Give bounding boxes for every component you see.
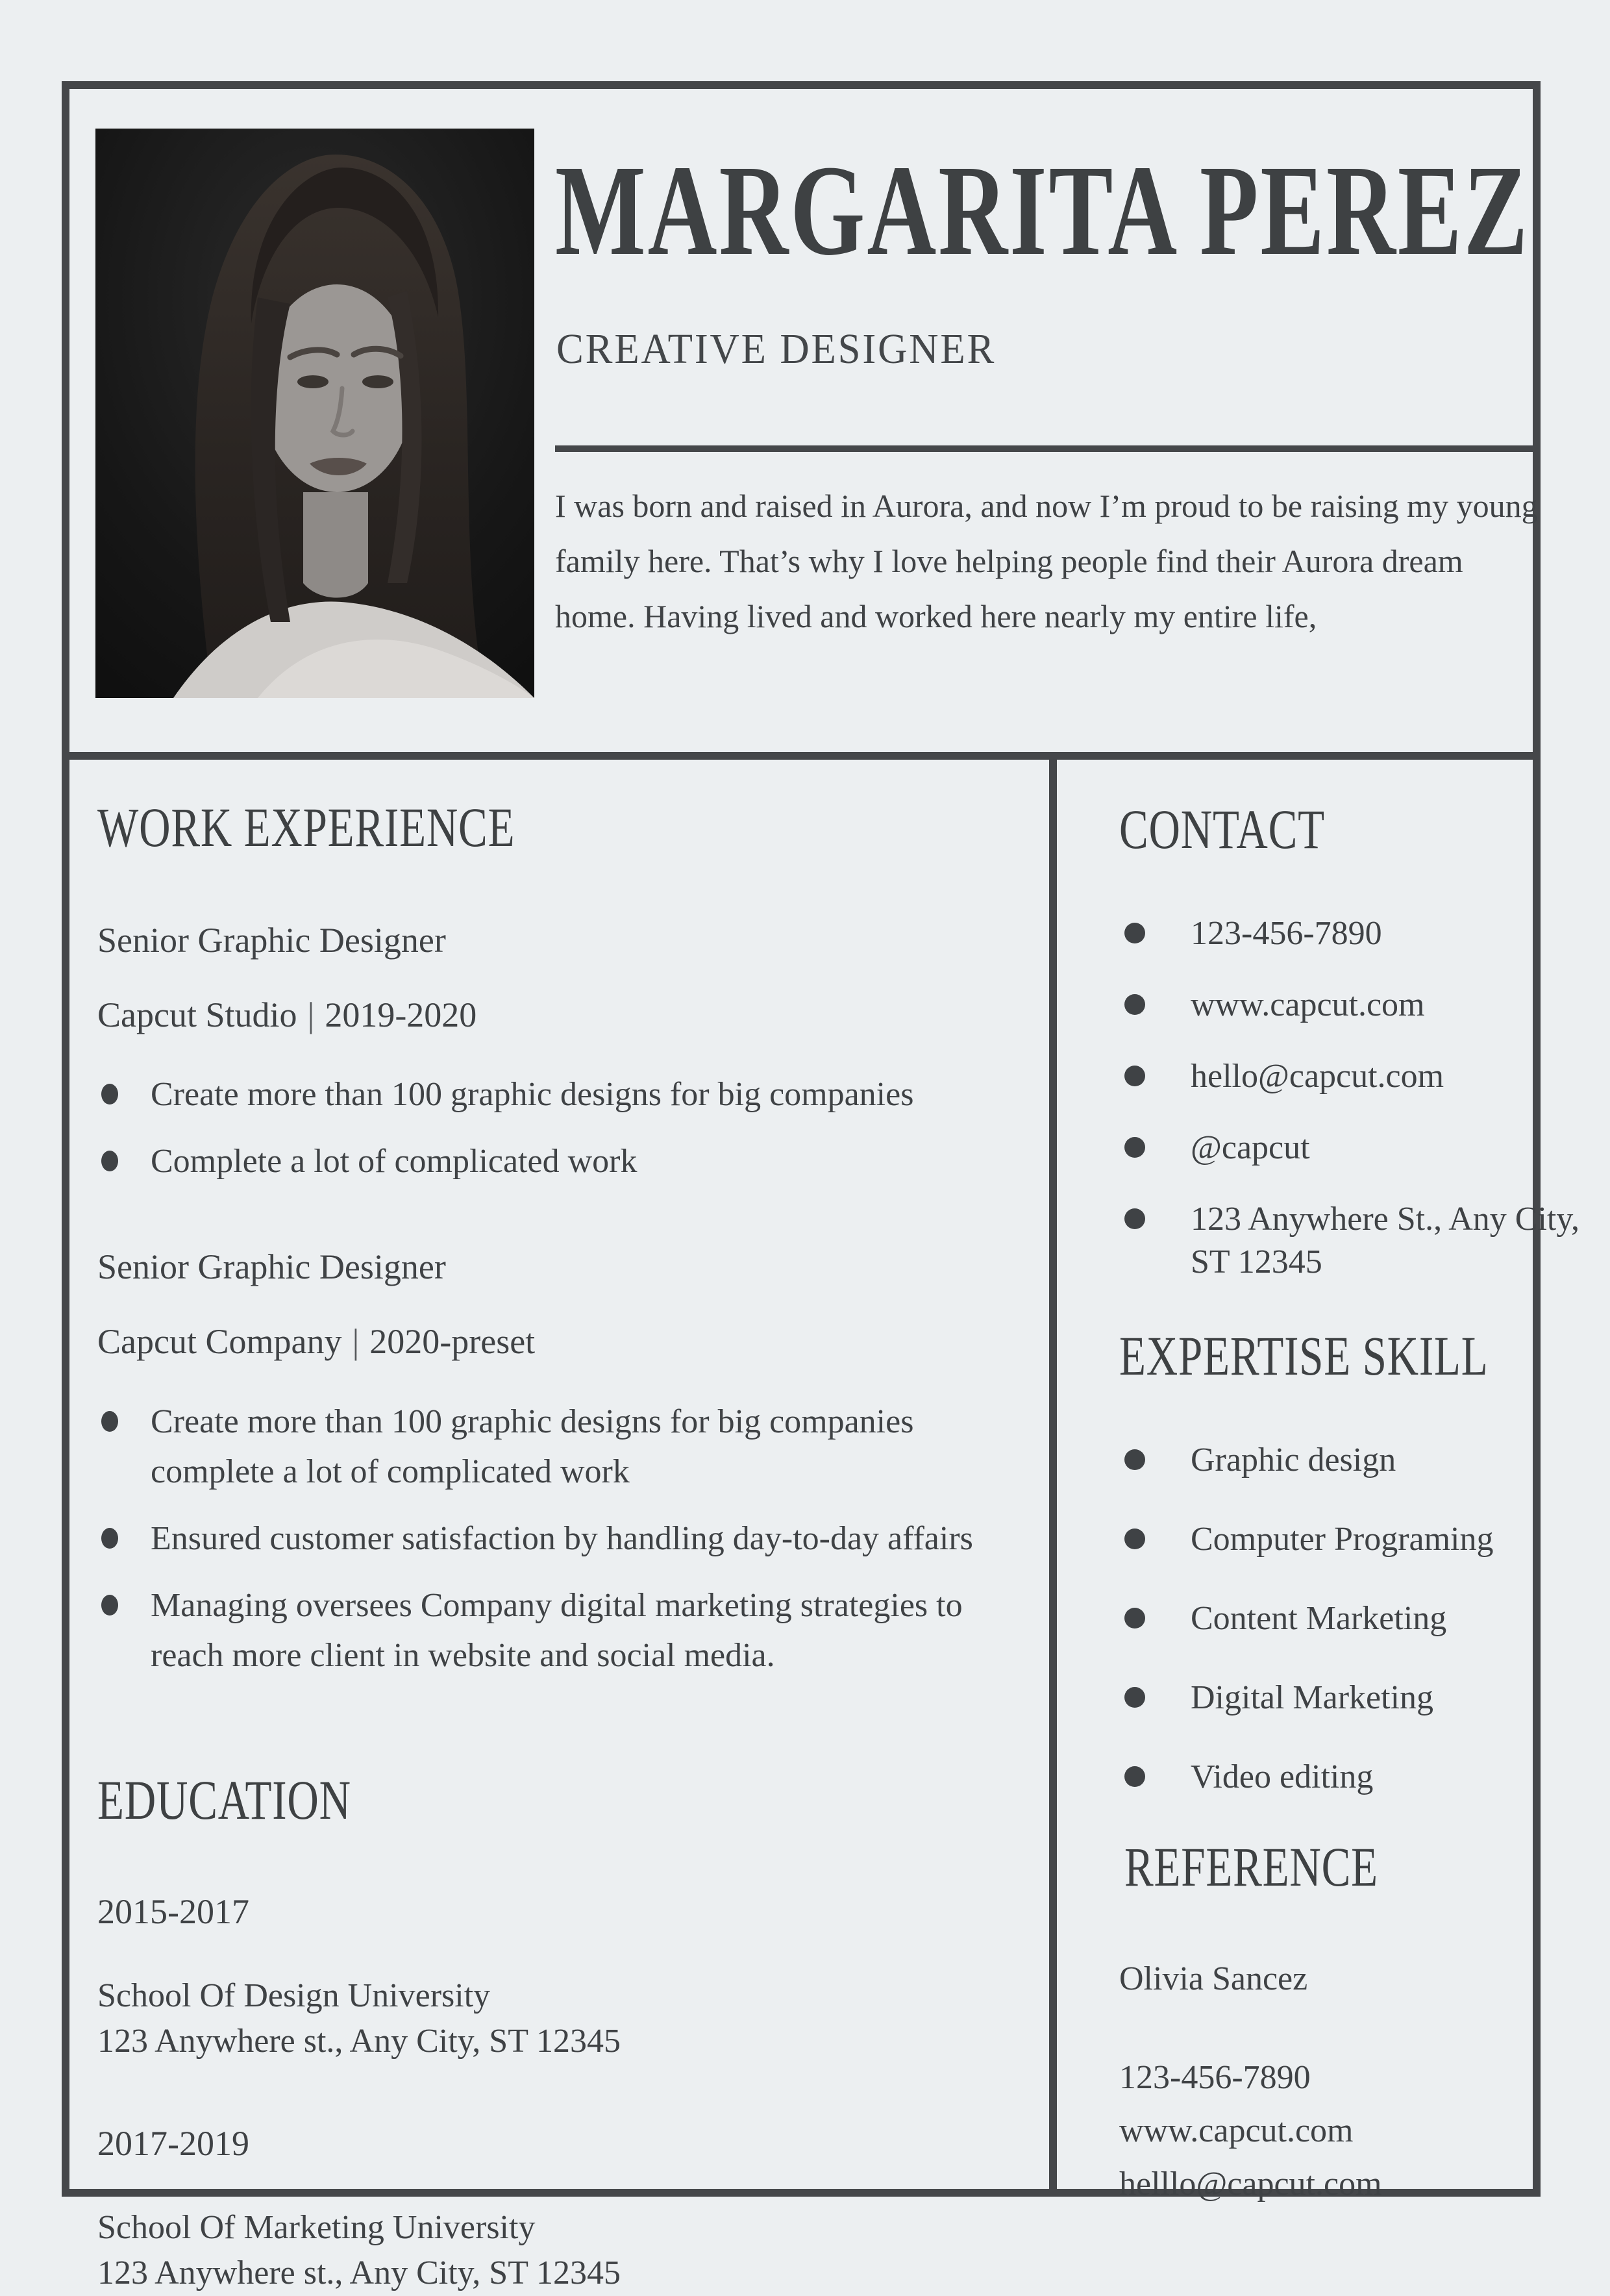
job-title: Senior Graphic Designer [97, 1247, 446, 1287]
header-section [69, 89, 1538, 760]
separator: | [307, 995, 315, 1034]
profile-photo [95, 129, 534, 698]
education-period: 2015-2017 [97, 1891, 249, 1931]
expertise-heading: EXPERTISE SKILL [1119, 1324, 1489, 1387]
right-column [1057, 760, 1610, 2203]
job-bullet-list [97, 1069, 1004, 1186]
education-address: 123 Anywhere st., Any City, ST 12345 [97, 2022, 621, 2060]
reference-name: Olivia Sancez [1119, 1960, 1308, 1997]
contact-social: @capcut [1191, 1129, 1310, 1166]
job-company: Capcut Studio [97, 995, 297, 1034]
job-company-period [97, 1321, 1004, 1363]
contact-phone: 123-456-7890 [1191, 914, 1382, 952]
contact-email: hello@capcut.com [1191, 1057, 1444, 1095]
contact-website: www.capcut.com [1191, 986, 1425, 1023]
bullet-dot-icon [1124, 1608, 1145, 1628]
job-entry [97, 1246, 1004, 1680]
page-frame [62, 81, 1579, 2291]
list-item [1119, 984, 1592, 1027]
education-school: School Of Design University [97, 1977, 491, 2014]
body-section [69, 760, 1579, 2291]
skill-text: Digital Marketing [1191, 1678, 1434, 1716]
list-item [1119, 1677, 1592, 1719]
bullet-dot-icon [101, 1595, 118, 1616]
bullet-dot-icon [1124, 1066, 1145, 1086]
reference-website: www.capcut.com [1119, 2112, 1354, 2150]
bullet-text: Create more than 100 graphic designs for big companies [151, 1076, 914, 1114]
list-item [97, 1397, 1004, 1497]
bullet-text: Ensured customer satisfaction by handling day-to-day affairs [151, 1520, 973, 1558]
skill-text: Content Marketing [1191, 1599, 1447, 1637]
education-entry [97, 1891, 1004, 2064]
job-company-period [97, 994, 1004, 1036]
bullet-dot-icon [101, 1528, 118, 1549]
education-address: 123 Anywhere st., Any City, ST 12345 [97, 2254, 621, 2291]
list-item [1119, 1439, 1592, 1482]
list-item [97, 1580, 1004, 1680]
left-column [69, 760, 1057, 2291]
list-item [97, 1069, 1004, 1119]
list-item [1119, 1756, 1592, 1799]
bullet-dot-icon [1124, 994, 1145, 1015]
list-item [1119, 1055, 1592, 1098]
reference-phone: 123-456-7890 [1119, 2059, 1311, 2097]
skill-text: Computer Programing [1191, 1520, 1494, 1558]
bullet-text: Create more than 100 graphic designs for big companies complete a lot of complicated work [151, 1403, 914, 1491]
education-school: School Of Marketing University [97, 2208, 536, 2246]
bullet-dot-icon [1124, 1208, 1145, 1229]
contact-list [1119, 912, 1592, 1284]
education-entry [97, 2123, 1004, 2296]
bullet-text: Managing oversees Company digital marketing strategies to reach more client in website and social media. [151, 1587, 963, 1675]
bullet-dot-icon [1124, 1766, 1145, 1787]
bullet-text: Complete a lot of complicated work [151, 1143, 638, 1180]
bullet-dot-icon [1124, 1449, 1145, 1470]
bullet-dot-icon [1124, 1137, 1145, 1158]
bullet-dot-icon [101, 1411, 118, 1432]
job-entry [97, 919, 1004, 1187]
job-company: Capcut Company [97, 1322, 342, 1362]
portrait-illustration [95, 129, 534, 698]
job-period: 2020-preset [369, 1322, 536, 1362]
work-experience-heading: WORK EXPERIENCE [97, 796, 515, 858]
contact-address: 123 Anywhere St., Any City, ST 12345 [1191, 1200, 1579, 1280]
list-item [1119, 1198, 1592, 1284]
expertise-list [1119, 1439, 1592, 1799]
person-role: CREATIVE DESIGNER [556, 325, 997, 373]
bullet-dot-icon [1124, 1687, 1145, 1708]
bullet-dot-icon [101, 1084, 118, 1104]
education-heading: EDUCATION [97, 1769, 351, 1832]
list-item [97, 1136, 1004, 1186]
bullet-dot-icon [1124, 1529, 1145, 1549]
job-bullet-list [97, 1397, 1004, 1680]
bullet-dot-icon [101, 1151, 118, 1171]
list-item [1119, 912, 1592, 955]
bullet-dot-icon [1124, 923, 1145, 943]
contact-heading: CONTACT [1119, 798, 1325, 860]
list-item [1119, 1127, 1592, 1169]
education-period: 2017-2019 [97, 2123, 249, 2163]
bio-paragraph: I was born and raised in Aurora, and now I’m proud to be raising my young family here. That’s why I love helping people find their Aurora dream home. Having lived and worked here nearly my entire life, [555, 488, 1538, 634]
skill-text: Graphic design [1191, 1441, 1396, 1479]
job-title: Senior Graphic Designer [97, 920, 446, 960]
list-item [1119, 1597, 1592, 1640]
list-item [97, 1514, 1004, 1564]
header-divider-line [555, 445, 1533, 452]
person-name: MARGARITA PEREZ [555, 139, 1530, 282]
separator: | [352, 1322, 360, 1362]
reference-heading: REFERENCE [1124, 1835, 1378, 1898]
job-period: 2019-2020 [325, 995, 477, 1034]
skill-text: Video editing [1191, 1758, 1374, 1795]
list-item [1119, 1518, 1592, 1561]
reference-contact-lines [1119, 2051, 1592, 2211]
reference-email: helllo@capcut.com [1119, 2165, 1382, 2203]
